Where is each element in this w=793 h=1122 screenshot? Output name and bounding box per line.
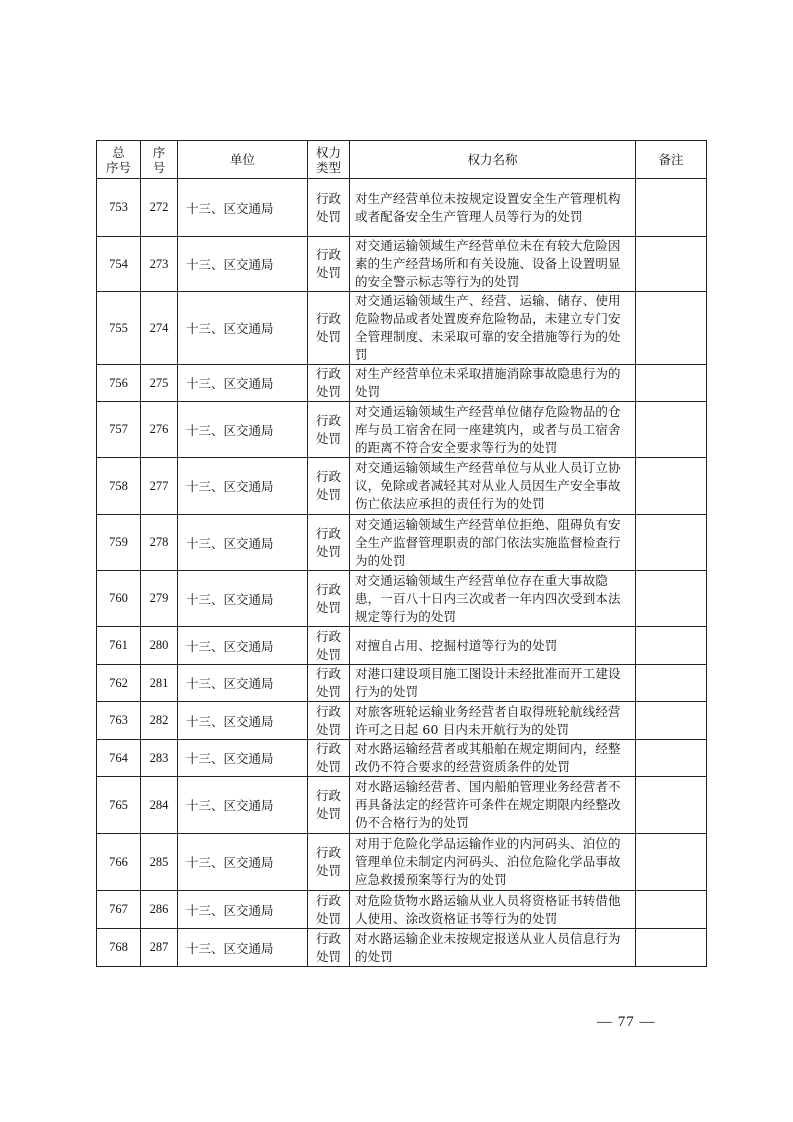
total-no-cell: 756 <box>97 365 141 402</box>
power-name-cell: 对用于危险化学品运输作业的内河码头、泊位的管理单位未制定内河码头、泊位危险化学品事故应急救援预案等行为的处罚 <box>350 834 636 891</box>
power-type-cell: 行政 处罚 <box>308 929 350 967</box>
remark-cell <box>636 777 707 834</box>
remark-cell <box>636 891 707 929</box>
remark-cell <box>636 365 707 402</box>
remark-cell <box>636 458 707 515</box>
seq-no-cell: 272 <box>141 179 178 237</box>
power-name-cell: 对交通运输领域生产经营单位储存危险物品的仓库与员工宿舍在同一座建筑内，或者与员工宿舍的距离不符合安全要求等行为的处罚 <box>350 402 636 458</box>
unit-cell: 十三、区交通局 <box>178 365 308 402</box>
header-power-type <box>308 141 350 179</box>
remark-cell <box>636 627 707 665</box>
power-name-cell: 对旅客班轮运输业务经营者自取得班轮航线经营许可之日起 60 日内未开航行为的处罚 <box>350 702 636 740</box>
seq-no-cell: 282 <box>141 702 178 740</box>
total-no-cell: 768 <box>97 929 141 967</box>
power-type-cell: 行政 处罚 <box>308 627 350 665</box>
seq-no-cell: 285 <box>141 834 178 891</box>
power-name-cell: 对生产经营单位未按规定设置安全生产管理机构或者配备安全生产管理人员等行为的处罚 <box>350 179 636 237</box>
power-type-cell: 行政 处罚 <box>308 740 350 777</box>
power-name-cell: 对港口建设项目施工图设计未经批准而开工建设行为的处罚 <box>350 665 636 702</box>
remark-cell <box>636 702 707 740</box>
total-no-cell: 767 <box>97 891 141 929</box>
unit-cell: 十三、区交通局 <box>178 292 308 365</box>
table-row <box>97 702 707 740</box>
power-type-cell: 行政 处罚 <box>308 365 350 402</box>
power-name-cell: 对擅自占用、挖掘村道等行为的处罚 <box>350 627 636 665</box>
table-row <box>97 834 707 891</box>
total-no-cell: 760 <box>97 571 141 627</box>
table-row <box>97 237 707 292</box>
seq-no-cell: 280 <box>141 627 178 665</box>
unit-cell: 十三、区交通局 <box>178 515 308 571</box>
power-type-cell: 行政 处罚 <box>308 834 350 891</box>
header-unit: 单位 <box>178 141 308 179</box>
unit-cell: 十三、区交通局 <box>178 665 308 702</box>
unit-cell: 十三、区交通局 <box>178 740 308 777</box>
power-name-cell: 对交通运输领域生产经营单位拒绝、阻碍负有安全生产监督管理职责的部门依法实施监督检查行为的处罚 <box>350 515 636 571</box>
unit-cell: 十三、区交通局 <box>178 237 308 292</box>
power-name-cell: 对水路运输经营者或其船舶在规定期间内，经整改仍不符合要求的经营资质条件的处罚 <box>350 740 636 777</box>
seq-no-cell: 284 <box>141 777 178 834</box>
seq-no-cell: 277 <box>141 458 178 515</box>
unit-cell: 十三、区交通局 <box>178 834 308 891</box>
total-no-cell: 754 <box>97 237 141 292</box>
seq-no-cell: 286 <box>141 891 178 929</box>
header-power-type-label: 权力 类型 <box>315 144 341 175</box>
total-no-cell: 765 <box>97 777 141 834</box>
unit-cell: 十三、区交通局 <box>178 777 308 834</box>
power-name-cell: 对交通运输领域生产经营单位与从业人员订立协议，免除或者减轻其对从业人员因生产安全事故伤亡依法应承担的责任行为的处罚 <box>350 458 636 515</box>
table-row <box>97 740 707 777</box>
unit-cell: 十三、区交通局 <box>178 627 308 665</box>
total-no-cell: 761 <box>97 627 141 665</box>
power-name-cell: 对水路运输经营者、国内船舶管理业务经营者不再具备法定的经营许可条件在规定期限内经整改仍不合格行为的处罚 <box>350 777 636 834</box>
power-type-cell: 行政 处罚 <box>308 891 350 929</box>
remark-cell <box>636 237 707 292</box>
seq-no-cell: 283 <box>141 740 178 777</box>
power-list-table <box>96 140 707 967</box>
power-type-cell: 行政 处罚 <box>308 458 350 515</box>
unit-cell: 十三、区交通局 <box>178 702 308 740</box>
table-row <box>97 365 707 402</box>
power-name-cell: 对交通运输领域生产、经营、运输、储存、使用危险物品或者处置废弃危险物品，未建立专门安全管理制度、未采取可靠的安全措施等行为的处罚 <box>350 292 636 365</box>
remark-cell <box>636 740 707 777</box>
unit-cell: 十三、区交通局 <box>178 402 308 458</box>
unit-cell: 十三、区交通局 <box>178 929 308 967</box>
seq-no-cell: 274 <box>141 292 178 365</box>
total-no-cell: 762 <box>97 665 141 702</box>
total-no-cell: 758 <box>97 458 141 515</box>
total-no-cell: 763 <box>97 702 141 740</box>
table-row <box>97 665 707 702</box>
page-number: — 77 — <box>597 1014 656 1030</box>
header-total-no-label: 总 序号 <box>105 144 131 175</box>
table-row <box>97 627 707 665</box>
table-row <box>97 402 707 458</box>
remark-cell <box>636 402 707 458</box>
seq-no-cell: 275 <box>141 365 178 402</box>
header-total-no <box>97 141 141 179</box>
seq-no-cell: 281 <box>141 665 178 702</box>
power-name-cell: 对危险货物水路运输从业人员将资格证书转借他人使用、涂改资格证书等行为的处罚 <box>350 891 636 929</box>
total-no-cell: 766 <box>97 834 141 891</box>
total-no-cell: 753 <box>97 179 141 237</box>
table-row <box>97 515 707 571</box>
unit-cell: 十三、区交通局 <box>178 891 308 929</box>
remark-cell <box>636 929 707 967</box>
header-row <box>97 141 707 179</box>
table-row <box>97 458 707 515</box>
power-type-cell: 行政 处罚 <box>308 515 350 571</box>
seq-no-cell: 276 <box>141 402 178 458</box>
table-body <box>97 179 707 967</box>
seq-no-cell: 287 <box>141 929 178 967</box>
remark-cell <box>636 179 707 237</box>
remark-cell <box>636 665 707 702</box>
unit-cell: 十三、区交通局 <box>178 179 308 237</box>
power-name-cell: 对生产经营单位未采取措施消除事故隐患行为的处罚 <box>350 365 636 402</box>
header-power-name: 权力名称 <box>350 141 636 179</box>
unit-cell: 十三、区交通局 <box>178 458 308 515</box>
total-no-cell: 757 <box>97 402 141 458</box>
header-seq-no <box>141 141 178 179</box>
table-row <box>97 891 707 929</box>
power-type-cell: 行政 处罚 <box>308 777 350 834</box>
total-no-cell: 759 <box>97 515 141 571</box>
header-seq-no-label: 序 号 <box>152 144 166 175</box>
total-no-cell: 764 <box>97 740 141 777</box>
table-row <box>97 929 707 967</box>
power-type-cell: 行政 处罚 <box>308 179 350 237</box>
power-name-cell: 对交通运输领域生产经营单位未在有较大危险因素的生产经营场所和有关设施、设备上设置明显的安全警示标志等行为的处罚 <box>350 237 636 292</box>
remark-cell <box>636 834 707 891</box>
seq-no-cell: 279 <box>141 571 178 627</box>
table-row <box>97 292 707 365</box>
table-row <box>97 179 707 237</box>
power-type-cell: 行政 处罚 <box>308 292 350 365</box>
remark-cell <box>636 515 707 571</box>
power-name-cell: 对交通运输领域生产经营单位存在重大事故隐患，一百八十日内三次或者一年内四次受到本法规定等行为的处罚 <box>350 571 636 627</box>
power-type-cell: 行政 处罚 <box>308 571 350 627</box>
total-no-cell: 755 <box>97 292 141 365</box>
power-type-cell: 行政 处罚 <box>308 702 350 740</box>
power-name-cell: 对水路运输企业未按规定报送从业人员信息行为的处罚 <box>350 929 636 967</box>
table-row <box>97 777 707 834</box>
unit-cell: 十三、区交通局 <box>178 571 308 627</box>
power-type-cell: 行政 处罚 <box>308 237 350 292</box>
table-row <box>97 571 707 627</box>
remark-cell <box>636 292 707 365</box>
header-remark: 备注 <box>636 141 707 179</box>
seq-no-cell: 278 <box>141 515 178 571</box>
seq-no-cell: 273 <box>141 237 178 292</box>
remark-cell <box>636 571 707 627</box>
power-type-cell: 行政 处罚 <box>308 402 350 458</box>
power-type-cell: 行政 处罚 <box>308 665 350 702</box>
